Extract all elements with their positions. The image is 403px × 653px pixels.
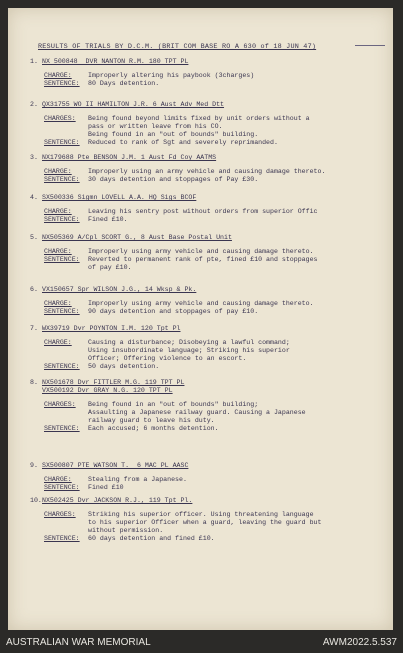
- entry-field-text: Officer; Offering violence to an escort.: [88, 355, 247, 362]
- entry-field-label: SENTENCE:: [44, 363, 80, 370]
- entry-field-text: Leaving his sentry post without orders from superior Offic: [88, 208, 318, 215]
- entry-field-label: SENTENCE:: [44, 176, 80, 183]
- entry-field-text: Striking his superior officer. Using threatening language: [88, 511, 314, 518]
- entry-field-text: 90 days detention and stoppages of pay £10.: [88, 308, 259, 315]
- entry-field-text: Reduced to rank of Sgt and severely reprimanded.: [88, 139, 278, 146]
- entry-accused: NX 500848 DVR NANTON R.M. 180 TPT PL: [42, 58, 189, 65]
- entry-accused: SX500807 PTE WATSON T. 6 MAC PL AASC: [42, 462, 189, 469]
- document-page: [8, 8, 393, 630]
- entry-field-text: Improperly using army vehicle and causing damage thereto.: [88, 300, 314, 307]
- entry-field-text: Reverted to permanent rank of pte, fined £10 and stoppages: [88, 256, 318, 263]
- entry-field-label: CHARGES:: [44, 115, 76, 122]
- entry-field-text: Fined £10: [88, 484, 124, 491]
- entry-accused: SX500336 Sigmn LOVELL A.A. HQ Sigs BCOF: [42, 194, 197, 201]
- entry-field-label: SENTENCE:: [44, 80, 80, 87]
- entry-accused: NX179688 Pte BENSON J.M. 1 Aust Fd Coy AATMS: [42, 154, 217, 161]
- entry-number: 5.: [30, 234, 38, 241]
- entry-field-text: Using insubordinate language; Striking his superior: [88, 347, 290, 354]
- entry-field-text: Being found in an "out of bounds" building.: [88, 131, 259, 138]
- footer-accession: AWM2022.5.537: [322, 637, 397, 648]
- entry-field-text: to his superior Officer when a guard, leaving the guard but: [88, 519, 322, 526]
- entry-field-text: Improperly altering his paybook (3charges): [88, 72, 255, 79]
- entry-field-text: Causing a disturbance; Disobeying a lawful command;: [88, 339, 290, 346]
- entry-field-label: SENTENCE:: [44, 308, 80, 315]
- entry-field-label: CHARGE:: [44, 168, 72, 175]
- entry-field-text: Being found in an "out of bounds" building;: [88, 401, 259, 408]
- entry-field-label: SENTENCE:: [44, 535, 80, 542]
- entry-field-text: without permission.: [88, 527, 164, 534]
- entry-number: 2.: [30, 101, 38, 108]
- entry-field-text: Stealing from a Japanese.: [88, 476, 187, 483]
- entry-accused: NX502425 Dvr JACKSON R.J., 119 Tpt Pl.: [42, 497, 193, 504]
- entry-number: 10.: [30, 497, 42, 504]
- entry-field-label: SENTENCE:: [44, 216, 80, 223]
- entry-field-label: CHARGE:: [44, 300, 72, 307]
- entry-field-text: Improperly using army vehicle and causing damage thereto.: [88, 248, 314, 255]
- entry-accused: NX505369 A/Cpl SCORT G., 8 Aust Base Postal Unit: [42, 234, 232, 241]
- entry-field-label: SENTENCE:: [44, 256, 80, 263]
- entry-number: 8.: [30, 379, 38, 386]
- entry-field-label: CHARGE:: [44, 339, 72, 346]
- entry-number: 7.: [30, 325, 38, 332]
- footer-bar: [0, 631, 403, 653]
- entry-field-label: SENTENCE:: [44, 425, 80, 432]
- entry-field-text: 80 Days detention.: [88, 80, 160, 87]
- entry-field-label: SENTENCE:: [44, 484, 80, 491]
- entry-number: 9.: [30, 462, 38, 469]
- entry-field-label: CHARGES:: [44, 401, 76, 408]
- entry-field-text: pass or written leave from his CO.: [88, 123, 223, 130]
- entry-number: 1.: [30, 58, 38, 65]
- entry-field-text: of pay £10.: [88, 264, 132, 271]
- entry-number: 6.: [30, 286, 38, 293]
- entry-accused: VX150657 Spr WILSON J.G., 14 Wksp & Pk.: [42, 286, 197, 293]
- ink-mark: [355, 39, 385, 46]
- entry-field-text: 50 days detention.: [88, 363, 160, 370]
- entry-field-label: SENTENCE:: [44, 139, 80, 146]
- entry-field-text: Improperly using an army vehicle and causing damage thereto.: [88, 168, 326, 175]
- entry-field-text: 30 days detention and stoppages of Pay £30.: [88, 176, 259, 183]
- document-title: RESULTS OF TRIALS BY D.C.M. (BRIT COM BASE RO A 630 of 18 JUN 47): [38, 43, 317, 51]
- entry-field-text: Each accused; 6 months detention.: [88, 425, 219, 432]
- entry-field-text: 60 days detention and fined £10.: [88, 535, 215, 542]
- entry-field-text: railway guard to leave his duty.: [88, 417, 215, 424]
- entry-accused: NX501678 Dvr FITTLER M.G. 119 TPT PL: [42, 379, 185, 386]
- entry-accused: WX39719 Dvr POYNTON I.M. 120 Tpt Pl: [42, 325, 181, 332]
- entry-field-text: Assaulting a Japanese railway guard. Causing a Japanese: [88, 409, 306, 416]
- entry-number: 4.: [30, 194, 38, 201]
- entry-field-text: Being found beyond limits fixed by unit orders without a: [88, 115, 310, 122]
- entry-accused: QX31755 WO II HAMILTON J.R. 6 Aust Adv Med Dtt: [42, 101, 225, 108]
- entry-field-label: CHARGES:: [44, 511, 76, 518]
- entry-field-text: Fined £10.: [88, 216, 128, 223]
- footer-source: AUSTRALIAN WAR MEMORIAL: [6, 637, 151, 648]
- entry-field-label: CHARGE:: [44, 208, 72, 215]
- entry-field-label: CHARGE:: [44, 72, 72, 79]
- entry-number: 3.: [30, 154, 38, 161]
- entry-accused-second: VX500192 Dvr GRAY N.G. 120 TPT PL: [42, 387, 173, 394]
- entry-field-label: CHARGE:: [44, 248, 72, 255]
- entry-field-label: CHARGE:: [44, 476, 72, 483]
